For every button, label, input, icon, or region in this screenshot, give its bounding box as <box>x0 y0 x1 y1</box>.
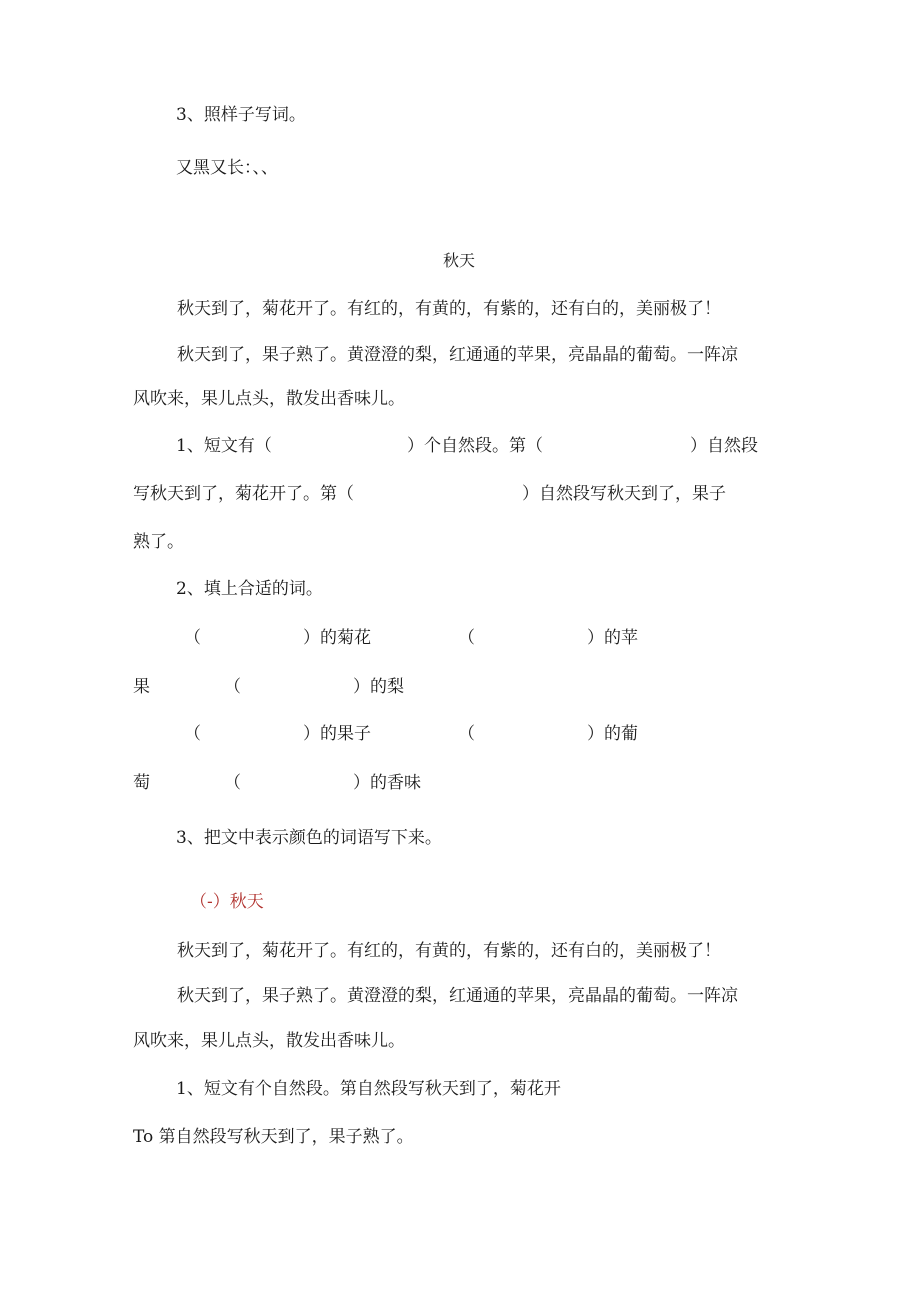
q1-text-e: ）自然段写秋天到了，果子 <box>522 484 726 504</box>
q2-r1-open-2: （ <box>458 628 475 648</box>
example-word-line: 又黑又长：、、 <box>176 158 278 178</box>
q2-r4-grape-cont: 萄 <box>133 773 150 793</box>
q2-r1-chrysanthemum: ）的菊花 <box>303 628 371 648</box>
passage-title: 秋天 <box>443 251 476 270</box>
passage-paragraph-2-line-2: 风吹来，果儿点头，散发出香味儿。 <box>133 389 405 409</box>
q2-r3-fruit: ）的果子 <box>303 724 371 744</box>
answer-q1-line-2: To 第自然段写秋天到了，果子熟了。 <box>133 1127 414 1147</box>
q2-label: 2、填上合适的词。 <box>176 579 323 599</box>
q1-text-f: 熟了。 <box>133 532 184 552</box>
q2-r3-grape: ）的葡 <box>587 724 638 744</box>
exercise-3-label: 3、照样子写词。 <box>176 105 306 125</box>
answer-paragraph-1: 秋天到了，菊花开了。有红的，有黄的，有紫的，还有白的，美丽极了！ <box>177 941 721 961</box>
passage-paragraph-1: 秋天到了，菊花开了。有红的，有黄的，有紫的，还有白的，美丽极了！ <box>177 299 721 319</box>
q2-r2-pear: ）的梨 <box>353 677 404 697</box>
answer-section-heading: （-）秋天 <box>190 892 264 912</box>
q2-r1-open: （ <box>184 628 201 648</box>
passage-paragraph-2-line-1: 秋天到了，果子熟了。黄澄澄的梨，红通通的苹果，亮晶晶的葡萄。一阵凉 <box>177 345 738 365</box>
q2-r4-fragrance: ）的香味 <box>353 773 421 793</box>
q1-text-a: 1、短文有（ <box>176 436 272 456</box>
q2-r2-apple-cont: 果 <box>133 677 150 697</box>
answer-paragraph-2-line-2: 风吹来，果儿点头，散发出香味儿。 <box>133 1031 405 1051</box>
q3-color-words: 3、把文中表示颜色的词语写下来。 <box>176 828 442 848</box>
answer-q1-line-1: 1、短文有个自然段。第自然段写秋天到了，菊花开 <box>176 1079 561 1099</box>
q2-r2-open: （ <box>224 677 241 697</box>
q2-r3-open-2: （ <box>458 724 475 744</box>
q2-r3-open: （ <box>184 724 201 744</box>
answer-paragraph-2-line-1: 秋天到了，果子熟了。黄澄澄的梨，红通通的苹果，亮晶晶的葡萄。一阵凉 <box>177 986 738 1006</box>
q1-text-c: ）自然段 <box>690 436 758 456</box>
q1-text-d: 写秋天到了，菊花开了。第（ <box>133 484 354 504</box>
q2-r4-open: （ <box>224 773 241 793</box>
q2-r1-apple: ）的苹 <box>587 628 638 648</box>
q1-text-b: ）个自然段。第（ <box>407 436 543 456</box>
